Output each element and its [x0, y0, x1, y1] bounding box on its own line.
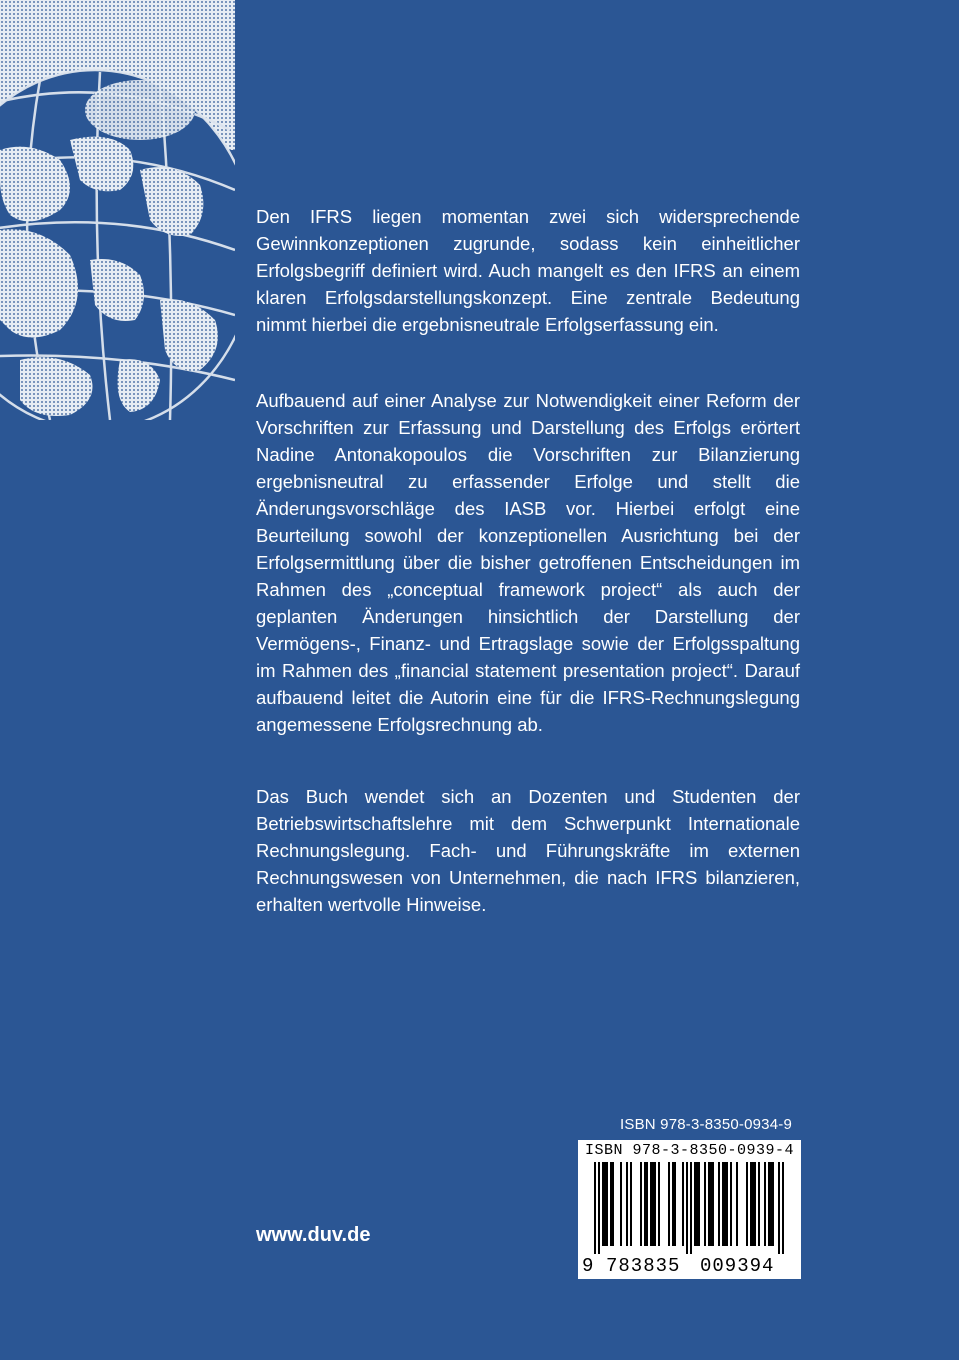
- barcode-bar: [650, 1162, 652, 1246]
- barcode-bar: [640, 1162, 642, 1246]
- barcode-bar: [606, 1162, 608, 1246]
- barcode-bar: [620, 1162, 622, 1246]
- barcode-bar: [704, 1162, 706, 1246]
- barcode-bar: [644, 1162, 646, 1246]
- blurb-paragraph-intro: Den IFRS liegen momentan zwei sich widersprechende Gewinnkonzeptionen zugrunde, sodass kein einheitlicher Erfolgsbegriff definiert wird. Auch mangelt es den IFRS an einem klaren Erfolgsdarstellungskonzept. Eine zentrale Bedeutung nimmt hierbei die ergebnisneutrale Erfolgserfassung ein.: [256, 206, 800, 335]
- barcode-panel: [578, 1140, 801, 1279]
- barcode-bar: [712, 1162, 714, 1246]
- barcode-bar: [674, 1162, 676, 1246]
- barcode-bar: [758, 1162, 760, 1246]
- globe-icon: [0, 0, 235, 420]
- barcode-lead-digit: 9: [582, 1255, 595, 1277]
- barcode-bar: [604, 1162, 606, 1246]
- barcode-bar: [668, 1162, 670, 1246]
- barcode-group-left: 783835: [606, 1255, 681, 1277]
- barcode-bar: [752, 1162, 754, 1246]
- barcode-bar: [594, 1162, 596, 1254]
- barcode-bar: [652, 1162, 654, 1246]
- barcode-bar: [730, 1162, 732, 1246]
- barcode-bar: [698, 1162, 700, 1246]
- publisher-website: www.duv.de: [256, 1224, 371, 1246]
- barcode-bar: [722, 1162, 724, 1246]
- barcode-bar: [630, 1162, 632, 1246]
- barcode-bar: [708, 1162, 710, 1246]
- barcode-bar: [778, 1162, 780, 1254]
- barcode-bar: [598, 1162, 600, 1254]
- barcode-bar: [782, 1162, 784, 1254]
- barcode-bar: [682, 1162, 684, 1246]
- barcode-bar: [612, 1162, 614, 1246]
- barcode-group-right: 009394: [700, 1255, 775, 1277]
- barcode-bar: [746, 1162, 748, 1246]
- barcode-bar: [724, 1162, 726, 1246]
- barcode-bar: [736, 1162, 738, 1246]
- barcode-bar: [710, 1162, 712, 1246]
- blurb-paragraph-content: Aufbauend auf einer Analyse zur Notwendigkeit einer Reform der Vorschriften zur Erfassung und Darstellung des Erfolgs erörtert Nadine Antonakopoulos die Vorschriften zur Bilanzierung ergebnisneutral zu erfassender Erfolge und stellt die Änderungsvorschläge des IASB vor. Hierbei erfolgt eine Beurteilung sowohl der konzeptionellen Ausrichtung bei der Erfolgsermittlung über die bisher getroffenen Entscheidungen im Rahmen des „conceptual framework project“ als auch der geplanten Änderungen hinsichtlich der Darstellung der Vermögens-, Finanz- und Ertragslage sowie der Erfolgsspaltung im Rahmen des „financial statement presentation project“. Darauf aufbauend leitet die Autorin eine für die IFRS-Rechnungslegung angemessene Erfolgsrechnung ab.: [256, 390, 800, 735]
- isbn-label: ISBN 978-3-8350-0934-9: [620, 1116, 793, 1133]
- barcode-bar: [694, 1162, 696, 1246]
- barcode-bar: [764, 1162, 766, 1246]
- barcode-bar: [718, 1162, 720, 1246]
- blurb-paragraph-audience: Das Buch wendet sich an Dozenten und Studenten der Betriebswirtschaftslehre mit dem Schwerpunkt Internationale Rechnungslegung. Fach- und Führungskräfte im externen Rechnungswesen von Unternehmen, die nach IFRS bilanzieren, erhalten wertvolle Hinweise.: [256, 786, 800, 915]
- barcode-bar: [696, 1162, 698, 1246]
- barcode-bar: [690, 1162, 692, 1254]
- barcode-bar: [770, 1162, 772, 1246]
- barcode-icon: [584, 1162, 795, 1258]
- barcode-bar: [768, 1162, 770, 1246]
- barcode-bar: [602, 1162, 604, 1246]
- barcode-isbn-text: ISBN 978-3-8350-0939-4: [584, 1142, 795, 1159]
- barcode-bar: [658, 1162, 660, 1246]
- barcode-bar: [754, 1162, 756, 1246]
- barcode-bar: [672, 1162, 674, 1246]
- barcode-bar: [646, 1162, 648, 1246]
- barcode-bar: [726, 1162, 728, 1246]
- barcode-bar: [686, 1162, 688, 1254]
- barcode-bar: [772, 1162, 774, 1246]
- barcode-bar: [626, 1162, 628, 1246]
- barcode-bar: [654, 1162, 656, 1246]
- barcode-bar: [610, 1162, 612, 1246]
- barcode-bar: [750, 1162, 752, 1246]
